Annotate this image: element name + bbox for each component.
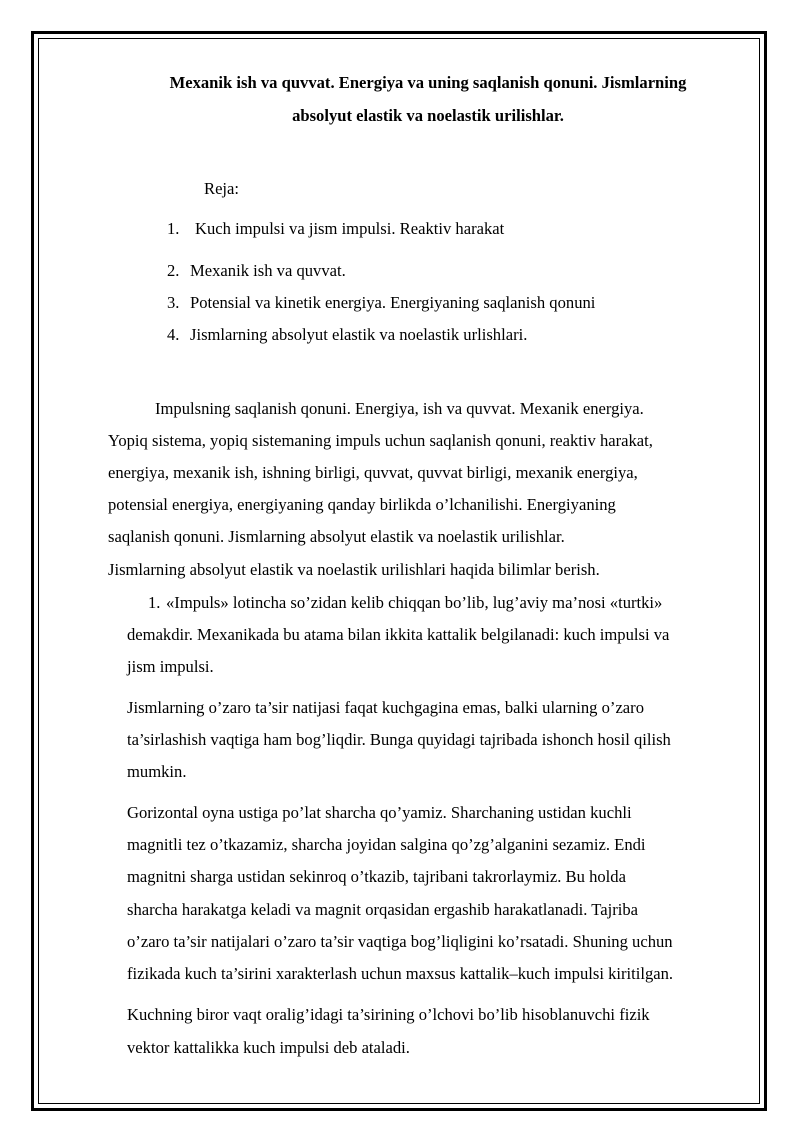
paragraph-line: Kuchning biror vaqt oralig’idagi ta’sirining o’lchovi bo’lib hisoblanuvchi fizik: [127, 1005, 650, 1024]
paragraph-line: Gorizontal oyna ustiga po’lat sharcha qo’yamiz. Sharchaning ustidan kuchli: [127, 803, 632, 822]
paragraph-line: energiya, mexanik ish, ishning birligi, quvvat, quvvat birligi, mexanik energiya,: [108, 463, 638, 482]
plan-item-text: Potensial va kinetik energiya. Energiyaning saqlanish qonuni: [190, 293, 596, 312]
plan-heading: Reja:: [204, 179, 240, 198]
plan-item-number: 4.: [167, 325, 180, 344]
paragraph-line: fizikada kuch ta’sirini xarakterlash uchun maxsus kattalik–kuch impulsi kiritilgan.: [127, 964, 674, 983]
paragraph-line: Yopiq sistema, yopiq sistemaning impuls uchun saqlanish qonuni, reaktiv harakat,: [108, 431, 653, 450]
plan-item-number: 2.: [167, 261, 180, 280]
paragraph-line: jism impulsi.: [127, 657, 214, 676]
paragraph-line: Jismlarning o’zaro ta’sir natijasi faqat kuchgagina emas, balki ularning o’zaro: [127, 698, 644, 717]
paragraph-line: potensial energiya, energiyaning qanday birlikda o’lchanilishi. Energiyaning: [108, 495, 616, 514]
paragraph-line: ta’sirlashish vaqtiga ham bog’liqdir. Bunga quyidagi tajribada ishonch hosil qilish: [127, 730, 671, 749]
paragraph-line: o’zaro ta’sir natijalari o’zaro ta’sir vaqtiga bog’liqligini ko’rsatadi. Shuning uchun: [127, 932, 673, 951]
plan-item-text: Mexanik ish va quvvat.: [190, 261, 346, 280]
paragraph-line: mumkin.: [127, 762, 187, 781]
paragraph-line: sharcha harakatga keladi va magnit orqasidan ergashib harakatlanadi. Tajriba: [127, 900, 639, 919]
plan-item-text: Kuch impulsi va jism impulsi. Reaktiv harakat: [195, 219, 505, 238]
plan-item-text: Jismlarning absolyut elastik va noelastik urlishlari.: [190, 325, 528, 344]
paragraph-line: «Impuls» lotincha so’zidan kelib chiqqan bo’lib, lug’aviy ma’nosi «turtki»: [166, 593, 663, 612]
document-title-line-2: absolyut elastik va noelastik urilishlar.: [292, 106, 564, 125]
section-number: 1.: [148, 593, 161, 612]
paragraph-line: Impulsning saqlanish qonuni. Energiya, ish va quvvat. Mexanik energiya.: [155, 399, 644, 418]
plan-item-number: 1.: [167, 219, 180, 238]
paragraph-line: magnitni sharga ustidan sekinroq o’tkazib, tajribani takrorlaymiz. Bu holda: [127, 867, 626, 886]
paragraph-line: demakdir. Mexanikada bu atama bilan ikkita kattalik belgilanadi: kuch impulsi va: [127, 625, 670, 644]
paragraph-line: vektor kattalikka kuch impulsi deb ataladi.: [127, 1038, 410, 1057]
paragraph-line: magnitli tez o’tkazamiz, sharcha joyidan salgina qo’zg’alganini sezamiz. Endi: [127, 835, 646, 854]
plan-item-number: 3.: [167, 293, 180, 312]
paragraph-line: saqlanish qonuni. Jismlarning absolyut elastik va noelastik urilishlar.: [108, 527, 565, 546]
paragraph-line: Jismlarning absolyut elastik va noelastik urilishlari haqida bilimlar berish.: [108, 560, 600, 579]
document-title-line-1: Mexanik ish va quvvat. Energiya va uning saqlanish qonuni. Jismlarning: [169, 73, 687, 92]
